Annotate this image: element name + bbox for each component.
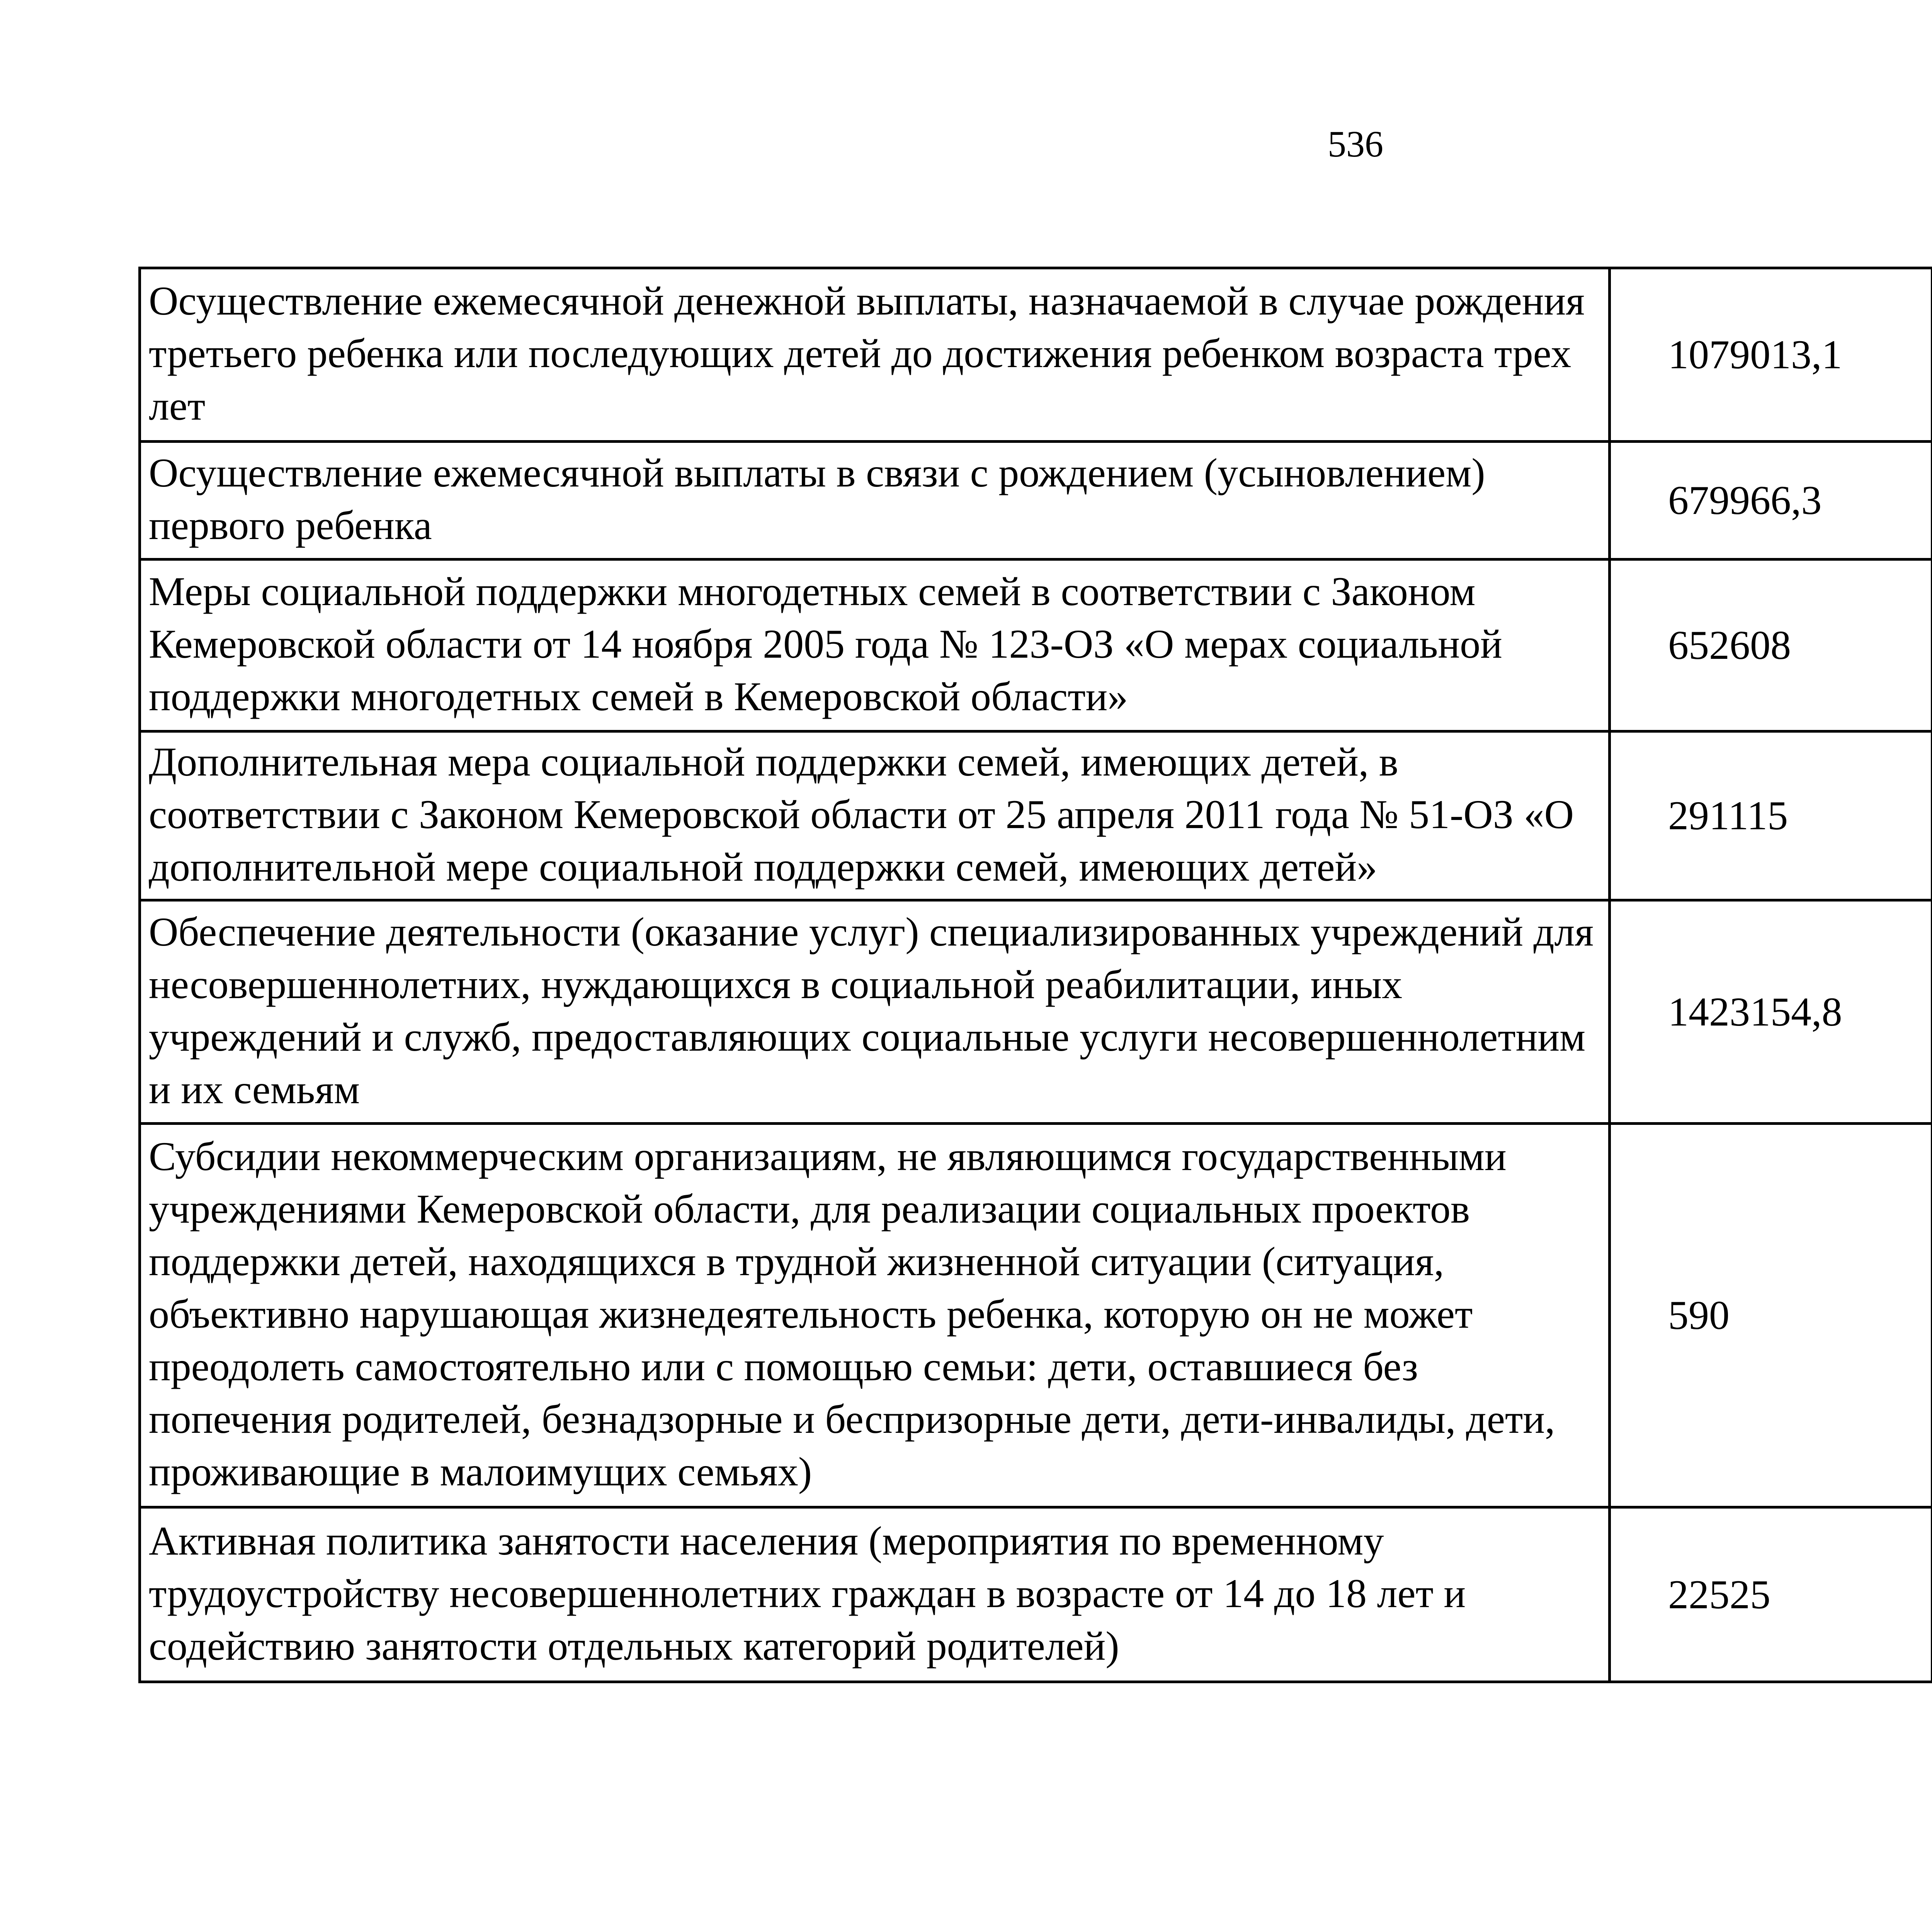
- value-cell: 590: [1610, 1124, 1932, 1507]
- table-row: [140, 268, 1932, 442]
- row-description: Активная политика занятости населения (мероприятия по временному трудоустройству несовершеннолетних граждан в возрасте от 14 до 18 лет и содействию занятости отдельных категорий родителей): [140, 1507, 1610, 1682]
- table-row: [140, 560, 1932, 731]
- row-description: Осуществление ежемесячной денежной выплаты, назначаемой в случае рождения третьего ребенка или последующих детей до достижения ребенком возраста трех лет: [140, 268, 1610, 442]
- value-cell: 1423154,8: [1610, 900, 1932, 1124]
- table-row: [140, 1124, 1932, 1507]
- row-description: Дополнительная мера социальной поддержки семей, имеющих детей, в соответствии с Законом Кемеровской области от 25 апреля 2011 года № 51-ОЗ «О дополнительной мере социальной поддержки семей, имеющих детей»: [140, 731, 1610, 900]
- page-number: 536: [1328, 123, 1383, 165]
- value-cell: 652608: [1610, 560, 1932, 731]
- table-row: [140, 1507, 1932, 1682]
- row-description: Осуществление ежемесячной выплаты в связи с рождением (усыновлением) первого ребенка: [140, 442, 1610, 560]
- row-description: Меры социальной поддержки многодетных семей в соответствии с Законом Кемеровской области от 14 ноября 2005 года № 123-ОЗ «О мерах социальной поддержки многодетных семей в Кемеровской области»: [140, 560, 1610, 731]
- value-cell: 1079013,1: [1610, 268, 1932, 442]
- row-description: Субсидии некоммерческим организациям, не являющимся государственными учреждениями Кемеровской области, для реализации социальных проектов поддержки детей, находящихся в трудной жизненной ситуации (ситуация, объективно нарушающая жизнедеятельность ребенка, которую он не может преодолеть самостоятельно или с помощью семьи: дети, оставшиеся без попечения родителей, безнадзорные и беспризорные дети, дети-инвалиды, дети, проживающие в малоимущих семьях): [140, 1124, 1610, 1507]
- value-cell: 679966,3: [1610, 442, 1932, 560]
- value-cell: 22525: [1610, 1507, 1932, 1682]
- row-description: Обеспечение деятельности (оказание услуг) специализированных учреждений для несовершеннолетних, нуждающихся в социальной реабилитации, иных учреждений и служб, предоставляющих социальные услуги несовершеннолетним и их семьям: [140, 900, 1610, 1124]
- table-row: [140, 731, 1932, 900]
- table-row: [140, 442, 1932, 560]
- table-row: [140, 900, 1932, 1124]
- value-cell: 291115: [1610, 731, 1932, 900]
- budget-table: [138, 267, 1932, 1683]
